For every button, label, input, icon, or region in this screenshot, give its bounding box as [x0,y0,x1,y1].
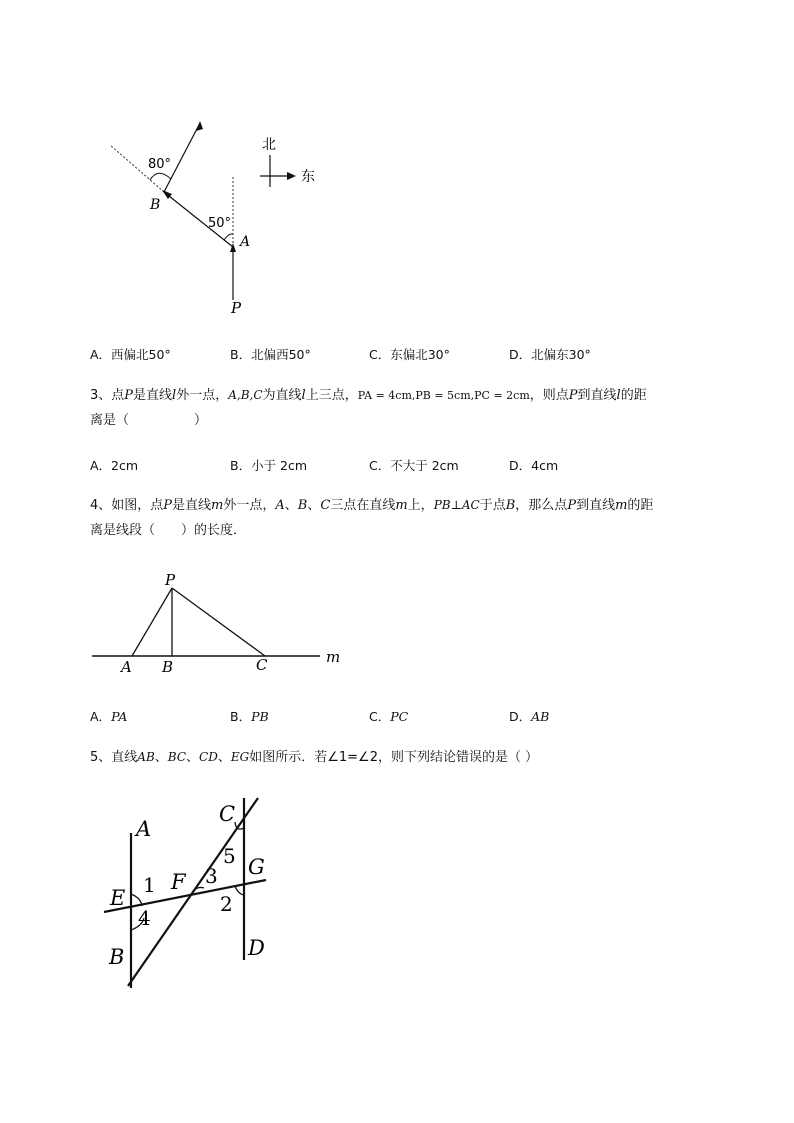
point-label-c: C [219,802,236,826]
point-label-g: G [248,855,265,879]
point-label-a: A [121,658,132,676]
line-m-figure [90,568,350,680]
point-label-e: E [110,886,126,910]
angle-arc [150,173,171,180]
point-label-b: B [150,197,161,213]
direction-figure [100,115,340,325]
q4-option-a[interactable]: A．PA [90,709,128,724]
q3-option-c[interactable]: C．不大于 2cm [369,458,459,473]
segment-pa [132,588,172,656]
point-label-f: F [171,870,186,894]
point-label-a: A [136,817,152,841]
q4-option-c[interactable]: C．PC [369,709,409,724]
point-label-p: P [165,571,176,589]
angle-arc-2 [235,886,244,895]
angle-label-50: 50° [208,216,232,231]
arrowhead-icon [196,121,203,131]
segment-pc [172,588,265,656]
point-label-p: P [231,299,242,317]
angle-number-4: 4 [138,906,151,930]
q3-option-b[interactable]: B．小于 2cm [230,458,308,473]
question-3-line-2: 离是（ ） [90,413,208,428]
point-label-a: A [240,234,251,250]
q3-option-a[interactable]: A．2cm [90,458,139,473]
point-label-b: B [109,945,125,969]
option-c[interactable]: C．东偏北30° [369,347,450,362]
option-a[interactable]: A．西偏北50° [90,347,171,362]
option-b[interactable]: B．北偏西50° [230,347,311,362]
option-d[interactable]: D．北偏东30° [509,347,591,362]
angle-number-3: 3 [205,864,218,888]
angle-number-5: 5 [223,844,236,868]
arrowhead-icon [230,243,236,252]
question-3-line-1: 3、点P是直线l外一点，A,B,C为直线l上三点，PA = 4cm,PB = 5cm,PC = 2cm，则点P到直线l的距 [90,388,647,403]
compass-east-label: 东 [301,169,315,185]
angle-label-80: 80° [148,157,172,172]
angle-number-2: 2 [220,892,233,916]
q4-option-d[interactable]: D．AB [509,709,550,724]
q3-option-d[interactable]: D．4cm [509,458,559,473]
parallel-lines-figure [98,790,288,995]
question-4-line-2: 离是线段（ ）的长度． [90,523,247,538]
question-4-line-1: 4、如图，点P是直线m外一点，A、B、C三点在直线m上，PB⊥AC于点B，那么点P到直线m的距 [90,498,654,513]
point-label-c: C [256,656,268,674]
q4-option-b[interactable]: B．PB [230,709,269,724]
east-arrow-icon [287,172,296,180]
angle-number-1: 1 [143,873,156,897]
angle-arc [224,234,233,240]
compass-north-label: 北 [262,137,276,153]
point-label-d: D [248,936,265,960]
question-5-text: 5、直线AB、BC、CD、EG如图所示．若∠1=∠2，则下列结论错误的是（ ） [90,750,539,765]
point-label-b: B [162,658,174,676]
line-label-m: m [326,648,341,666]
